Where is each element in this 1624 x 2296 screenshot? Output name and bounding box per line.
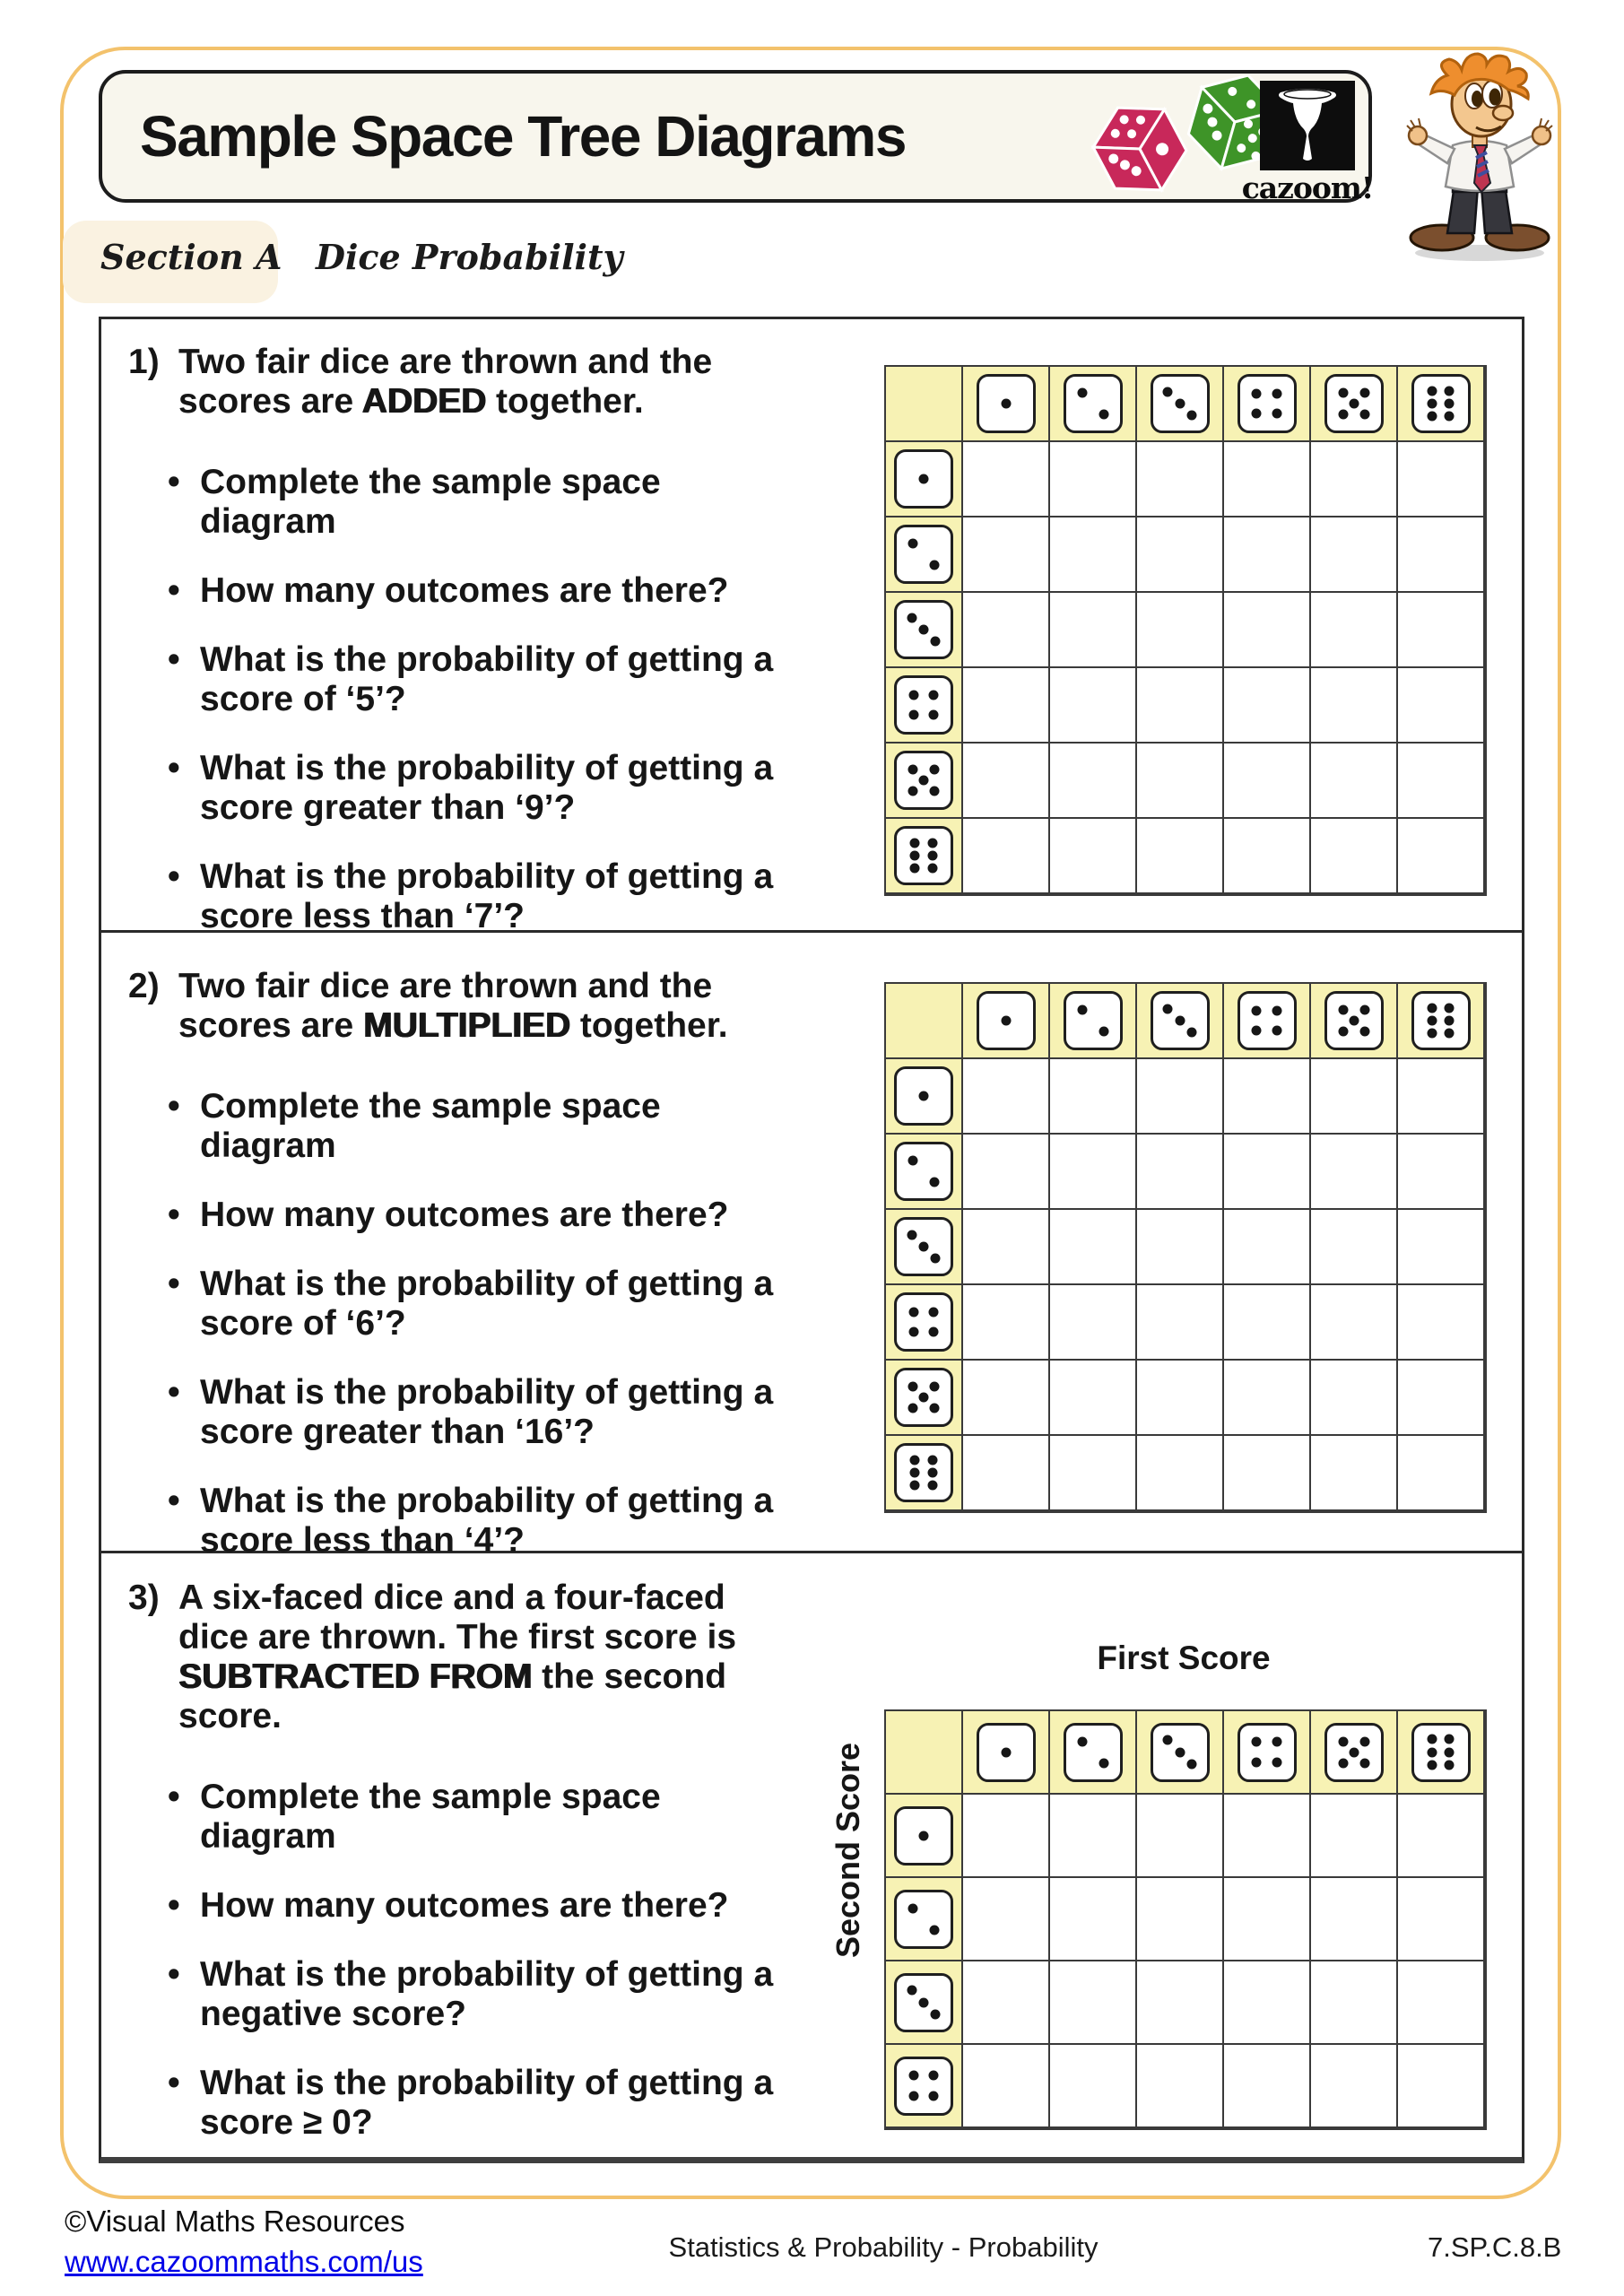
col-header-die-3 — [1137, 367, 1224, 442]
question-bullet — [168, 1955, 810, 2034]
col-header-die-5 — [1311, 1711, 1398, 1795]
col-header-die-3 — [1137, 1711, 1224, 1795]
answer-cell-r2-c4[interactable] — [1224, 1135, 1311, 1210]
bullet-text: What is the probability of getting a score less than ‘7’? — [200, 857, 774, 935]
question-bullet — [168, 640, 810, 719]
answer-cell-r6-c2[interactable] — [1050, 819, 1137, 894]
bullet-icon: • — [168, 1373, 180, 1412]
answer-cell-r2-c4[interactable] — [1224, 517, 1311, 593]
answer-cell-r5-c4[interactable] — [1224, 744, 1311, 819]
bullet-text: How many outcomes are there? — [200, 571, 729, 610]
answer-cell-r2-c3[interactable] — [1137, 1878, 1224, 1961]
row-header-die-4 — [886, 668, 963, 744]
row-header-die-1 — [886, 1795, 963, 1878]
bullet-text: How many outcomes are there? — [200, 1886, 729, 1925]
answer-cell-r1-c2[interactable] — [1050, 1059, 1137, 1135]
answer-cell-r3-c6[interactable] — [1398, 1961, 1485, 2045]
answer-cell-r4-c6[interactable] — [1398, 1285, 1485, 1361]
row-header-die-2 — [886, 517, 963, 593]
answer-cell-r1-c1[interactable] — [963, 1059, 1050, 1135]
col-header-die-6 — [1398, 984, 1485, 1059]
answer-cell-r5-c1[interactable] — [963, 744, 1050, 819]
answer-cell-r3-c4[interactable] — [1224, 593, 1311, 668]
cazoom-logo-text: cazoom! — [1241, 170, 1374, 205]
die-face-5 — [894, 1368, 953, 1427]
title-banner — [99, 70, 1372, 203]
row-header-die-6 — [886, 1436, 963, 1511]
answer-cell-r5-c3[interactable] — [1137, 744, 1224, 819]
col-header-die-2 — [1050, 1711, 1137, 1795]
answer-cell-r2-c2[interactable] — [1050, 1135, 1137, 1210]
copyright-credit: ©Visual Maths Resources — [65, 2205, 405, 2238]
bullet-icon: • — [168, 1087, 180, 1126]
bullet-text: How many outcomes are there? — [200, 1196, 729, 1234]
answer-cell-r4-c2[interactable] — [1050, 1285, 1137, 1361]
bullet-text: Complete the sample space diagram — [200, 463, 661, 541]
question-bullet — [168, 749, 810, 828]
die-face-2 — [1064, 374, 1123, 433]
bullet-text: Complete the sample space diagram — [200, 1778, 661, 1856]
answer-cell-r1-c1[interactable] — [963, 1795, 1050, 1878]
die-face-4 — [1238, 374, 1297, 433]
answer-cell-r4-c2[interactable] — [1050, 668, 1137, 744]
bullet-text: What is the probability of getting a score less than ‘4’? — [200, 1482, 774, 1560]
row-header-die-4 — [886, 2045, 963, 2128]
die-face-1 — [894, 1066, 953, 1126]
question-bullet — [168, 1373, 810, 1452]
die-face-3 — [894, 1217, 953, 1276]
bullet-icon: • — [168, 1955, 180, 1994]
question-number: 3) — [128, 1578, 160, 1617]
section-title: Dice Probability — [316, 237, 623, 277]
answer-cell-r4-c6[interactable] — [1398, 2045, 1485, 2128]
answer-cell-r5-c6[interactable] — [1398, 744, 1485, 819]
bullet-text: What is the probability of getting a score greater than ‘9’? — [200, 749, 774, 827]
question-bullet — [168, 1265, 810, 1344]
answer-cell-r3-c1[interactable] — [963, 593, 1050, 668]
question-bullet — [168, 1196, 810, 1235]
answer-cell-r2-c5[interactable] — [1311, 1878, 1398, 1961]
row-header-die-3 — [886, 593, 963, 668]
die-face-4 — [894, 1292, 953, 1352]
question-2 — [128, 967, 810, 1590]
answer-cell-r5-c6[interactable] — [1398, 1361, 1485, 1436]
bullet-icon: • — [168, 640, 180, 679]
row-header-die-1 — [886, 1059, 963, 1135]
die-face-4 — [1238, 1723, 1297, 1782]
bullet-icon: • — [168, 571, 180, 610]
answer-cell-r3-c6[interactable] — [1398, 1210, 1485, 1285]
answer-cell-r2-c3[interactable] — [1137, 517, 1224, 593]
standard-code: 7.SP.C.8.B — [1428, 2231, 1562, 2263]
bullet-text: Complete the sample space diagram — [200, 1087, 661, 1165]
die-face-6 — [1411, 374, 1471, 433]
answer-cell-r6-c3[interactable] — [1137, 1436, 1224, 1511]
die-face-1 — [894, 449, 953, 509]
die-face-5 — [894, 751, 953, 810]
answer-cell-r2-c2[interactable] — [1050, 1878, 1137, 1961]
answer-cell-r5-c1[interactable] — [963, 1361, 1050, 1436]
question-bullet — [168, 571, 810, 611]
answer-cell-r4-c5[interactable] — [1311, 668, 1398, 744]
answer-cell-r5-c5[interactable] — [1311, 1361, 1398, 1436]
question-bullet — [168, 2064, 810, 2143]
worksheet-body — [99, 317, 1524, 2163]
answer-cell-r4-c5[interactable] — [1311, 1285, 1398, 1361]
die-face-3 — [894, 600, 953, 659]
die-face-6 — [894, 1443, 953, 1502]
answer-cell-r3-c3[interactable] — [1137, 1210, 1224, 1285]
answer-cell-r4-c1[interactable] — [963, 2045, 1050, 2128]
question-bullet — [168, 1087, 810, 1166]
answer-cell-r3-c6[interactable] — [1398, 593, 1485, 668]
answer-cell-r5-c2[interactable] — [1050, 744, 1137, 819]
row-header-die-5 — [886, 744, 963, 819]
bullet-text: What is the probability of getting a score ≥ 0? — [200, 2064, 774, 2142]
col-header-die-6 — [1398, 367, 1485, 442]
answer-cell-r2-c1[interactable] — [963, 1878, 1050, 1961]
answer-cell-r1-c6[interactable] — [1398, 442, 1485, 517]
die-face-5 — [1324, 374, 1384, 433]
answer-cell-r3-c5[interactable] — [1311, 1210, 1398, 1285]
bullet-icon: • — [168, 1778, 180, 1816]
question-bullet — [168, 857, 810, 936]
answer-cell-r1-c2[interactable] — [1050, 442, 1137, 517]
cazoommaths-link[interactable]: www.cazoommaths.com/us — [65, 2245, 423, 2278]
bullet-text: What is the probability of getting a score of ‘6’? — [200, 1265, 774, 1343]
answer-cell-r1-c6[interactable] — [1398, 1059, 1485, 1135]
row-header-die-3 — [886, 1961, 963, 2045]
answer-cell-r3-c2[interactable] — [1050, 1210, 1137, 1285]
die-face-2 — [894, 1890, 953, 1949]
answer-cell-r6-c4[interactable] — [1224, 819, 1311, 894]
answer-cell-r4-c4[interactable] — [1224, 668, 1311, 744]
answer-cell-r5-c4[interactable] — [1224, 1361, 1311, 1436]
bullet-icon: • — [168, 749, 180, 787]
die-face-4 — [894, 675, 953, 735]
question-number: 1) — [128, 343, 160, 381]
answer-cell-r6-c5[interactable] — [1311, 819, 1398, 894]
row-header-die-4 — [886, 1285, 963, 1361]
answer-cell-r2-c6[interactable] — [1398, 1878, 1485, 1961]
col-header-die-1 — [963, 984, 1050, 1059]
mascot-character — [1401, 52, 1558, 267]
bullet-text: What is the probability of getting a score greater than ‘16’? — [200, 1373, 774, 1451]
second-score-axis-label: Second Score — [829, 1742, 866, 1959]
answer-cell-r1-c3[interactable] — [1137, 1795, 1224, 1878]
answer-cell-r3-c2[interactable] — [1050, 593, 1137, 668]
row-header-die-2 — [886, 1878, 963, 1961]
answer-cell-r6-c4[interactable] — [1224, 1436, 1311, 1511]
answer-cell-r1-c4[interactable] — [1224, 1059, 1311, 1135]
answer-cell-r6-c6[interactable] — [1398, 819, 1485, 894]
topic-label: Statistics & Probability - Probability — [668, 2231, 1099, 2263]
answer-cell-r3-c3[interactable] — [1137, 593, 1224, 668]
answer-cell-r5-c2[interactable] — [1050, 1361, 1137, 1436]
answer-cell-r4-c5[interactable] — [1311, 2045, 1398, 2128]
answer-cell-r4-c4[interactable] — [1224, 1285, 1311, 1361]
answer-cell-r3-c5[interactable] — [1311, 593, 1398, 668]
die-face-5 — [1324, 991, 1384, 1050]
question-bullet — [168, 463, 810, 542]
corner-cell — [886, 367, 963, 442]
col-header-die-4 — [1224, 367, 1311, 442]
first-score-axis-label: First Score — [1097, 1639, 1271, 1676]
die-face-5 — [1324, 1723, 1384, 1782]
sample-space-grid-3 — [884, 1709, 1487, 2130]
bullet-text: What is the probability of getting a negative score? — [200, 1955, 774, 2033]
sample-space-grid-2 — [884, 982, 1487, 1513]
answer-cell-r4-c3[interactable] — [1137, 668, 1224, 744]
answer-cell-r1-c1[interactable] — [963, 442, 1050, 517]
answer-cell-r4-c3[interactable] — [1137, 1285, 1224, 1361]
answer-cell-r3-c5[interactable] — [1311, 1961, 1398, 2045]
die-face-2 — [1064, 991, 1123, 1050]
cazoom-drum-icon — [1260, 81, 1355, 170]
col-header-die-2 — [1050, 367, 1137, 442]
answer-cell-r4-c2[interactable] — [1050, 2045, 1137, 2128]
col-header-die-3 — [1137, 984, 1224, 1059]
die-face-1 — [977, 1723, 1036, 1782]
answer-cell-r2-c6[interactable] — [1398, 517, 1485, 593]
die-face-2 — [894, 1142, 953, 1201]
answer-cell-r3-c2[interactable] — [1050, 1961, 1137, 2045]
die-face-2 — [1064, 1723, 1123, 1782]
answer-cell-r2-c2[interactable] — [1050, 517, 1137, 593]
question-bullet — [168, 1778, 810, 1857]
answer-cell-r2-c5[interactable] — [1311, 1135, 1398, 1210]
answer-cell-r1-c5[interactable] — [1311, 442, 1398, 517]
answer-cell-r6-c1[interactable] — [963, 819, 1050, 894]
die-face-4 — [894, 2057, 953, 2116]
answer-cell-r6-c3[interactable] — [1137, 819, 1224, 894]
answer-cell-r1-c5[interactable] — [1311, 1059, 1398, 1135]
answer-cell-r1-c3[interactable] — [1137, 1059, 1224, 1135]
die-face-6 — [894, 826, 953, 885]
bullet-text: What is the probability of getting a score of ‘5’? — [200, 640, 774, 718]
answer-cell-r1-c3[interactable] — [1137, 442, 1224, 517]
question-number: 2) — [128, 967, 160, 1005]
question-prompt: Two fair dice are thrown and the scores are ADDED together. — [178, 343, 713, 421]
answer-cell-r5-c5[interactable] — [1311, 744, 1398, 819]
answer-cell-r4-c1[interactable] — [963, 668, 1050, 744]
answer-cell-r1-c5[interactable] — [1311, 1795, 1398, 1878]
row-header-die-3 — [886, 1210, 963, 1285]
answer-cell-r3-c3[interactable] — [1137, 1961, 1224, 2045]
die-face-1 — [894, 1806, 953, 1866]
answer-cell-r6-c6[interactable] — [1398, 1436, 1485, 1511]
answer-cell-r3-c1[interactable] — [963, 1210, 1050, 1285]
die-face-2 — [894, 525, 953, 584]
answer-cell-r6-c1[interactable] — [963, 1436, 1050, 1511]
bullet-icon: • — [168, 1196, 180, 1234]
sample-space-grid-1 — [884, 365, 1487, 896]
row-header-die-5 — [886, 1361, 963, 1436]
answer-cell-r2-c4[interactable] — [1224, 1878, 1311, 1961]
bullet-icon: • — [168, 1265, 180, 1303]
answer-cell-r3-c4[interactable] — [1224, 1961, 1311, 2045]
col-header-die-5 — [1311, 367, 1398, 442]
page-title: Sample Space Tree Diagrams — [140, 104, 906, 169]
bullet-icon: • — [168, 463, 180, 501]
question-bullet — [168, 1482, 810, 1561]
col-header-die-1 — [963, 367, 1050, 442]
die-face-6 — [1411, 1723, 1471, 1782]
section-label: Section A — [100, 237, 282, 277]
question-prompt: A six-faced dice and a four-faced dice are thrown. The first score is SUBTRACTED FROM the second score. — [178, 1578, 737, 1735]
corner-cell — [886, 984, 963, 1059]
col-header-die-4 — [1224, 984, 1311, 1059]
die-face-3 — [1151, 1723, 1210, 1782]
answer-cell-r4-c4[interactable] — [1224, 2045, 1311, 2128]
corner-cell — [886, 1711, 963, 1795]
answer-cell-r2-c5[interactable] — [1311, 517, 1398, 593]
answer-cell-r4-c1[interactable] — [963, 1285, 1050, 1361]
row-header-die-1 — [886, 442, 963, 517]
answer-cell-r1-c2[interactable] — [1050, 1795, 1137, 1878]
bullet-icon: • — [168, 857, 180, 896]
row-header-die-6 — [886, 819, 963, 894]
answer-cell-r1-c6[interactable] — [1398, 1795, 1485, 1878]
answer-cell-r3-c1[interactable] — [963, 1961, 1050, 2045]
answer-cell-r2-c6[interactable] — [1398, 1135, 1485, 1210]
col-header-die-1 — [963, 1711, 1050, 1795]
answer-cell-r5-c3[interactable] — [1137, 1361, 1224, 1436]
die-face-6 — [1411, 991, 1471, 1050]
die-face-1 — [977, 374, 1036, 433]
answer-cell-r6-c2[interactable] — [1050, 1436, 1137, 1511]
question-bullet — [168, 1886, 810, 1926]
answer-cell-r1-c4[interactable] — [1224, 1795, 1311, 1878]
answer-cell-r6-c5[interactable] — [1311, 1436, 1398, 1511]
row-header-die-2 — [886, 1135, 963, 1210]
pink-die-icon — [1084, 89, 1197, 201]
answer-cell-r3-c4[interactable] — [1224, 1210, 1311, 1285]
question-prompt: Two fair dice are thrown and the scores are MULTIPLIED together. — [178, 967, 728, 1045]
die-face-3 — [1151, 374, 1210, 433]
col-header-die-6 — [1398, 1711, 1485, 1795]
cazoom-logo — [1241, 81, 1374, 205]
die-face-3 — [1151, 991, 1210, 1050]
answer-cell-r1-c4[interactable] — [1224, 442, 1311, 517]
die-face-3 — [894, 1973, 953, 2032]
bullet-icon: • — [168, 2064, 180, 2102]
answer-cell-r2-c3[interactable] — [1137, 1135, 1224, 1210]
answer-cell-r2-c1[interactable] — [963, 517, 1050, 593]
bullet-icon: • — [168, 1482, 180, 1520]
die-face-1 — [977, 991, 1036, 1050]
col-header-die-5 — [1311, 984, 1398, 1059]
col-header-die-2 — [1050, 984, 1137, 1059]
question-3 — [128, 1578, 810, 2172]
answer-cell-r4-c6[interactable] — [1398, 668, 1485, 744]
question-1 — [128, 343, 810, 966]
die-face-4 — [1238, 991, 1297, 1050]
answer-cell-r2-c1[interactable] — [963, 1135, 1050, 1210]
answer-cell-r4-c3[interactable] — [1137, 2045, 1224, 2128]
bullet-icon: • — [168, 1886, 180, 1925]
col-header-die-4 — [1224, 1711, 1311, 1795]
